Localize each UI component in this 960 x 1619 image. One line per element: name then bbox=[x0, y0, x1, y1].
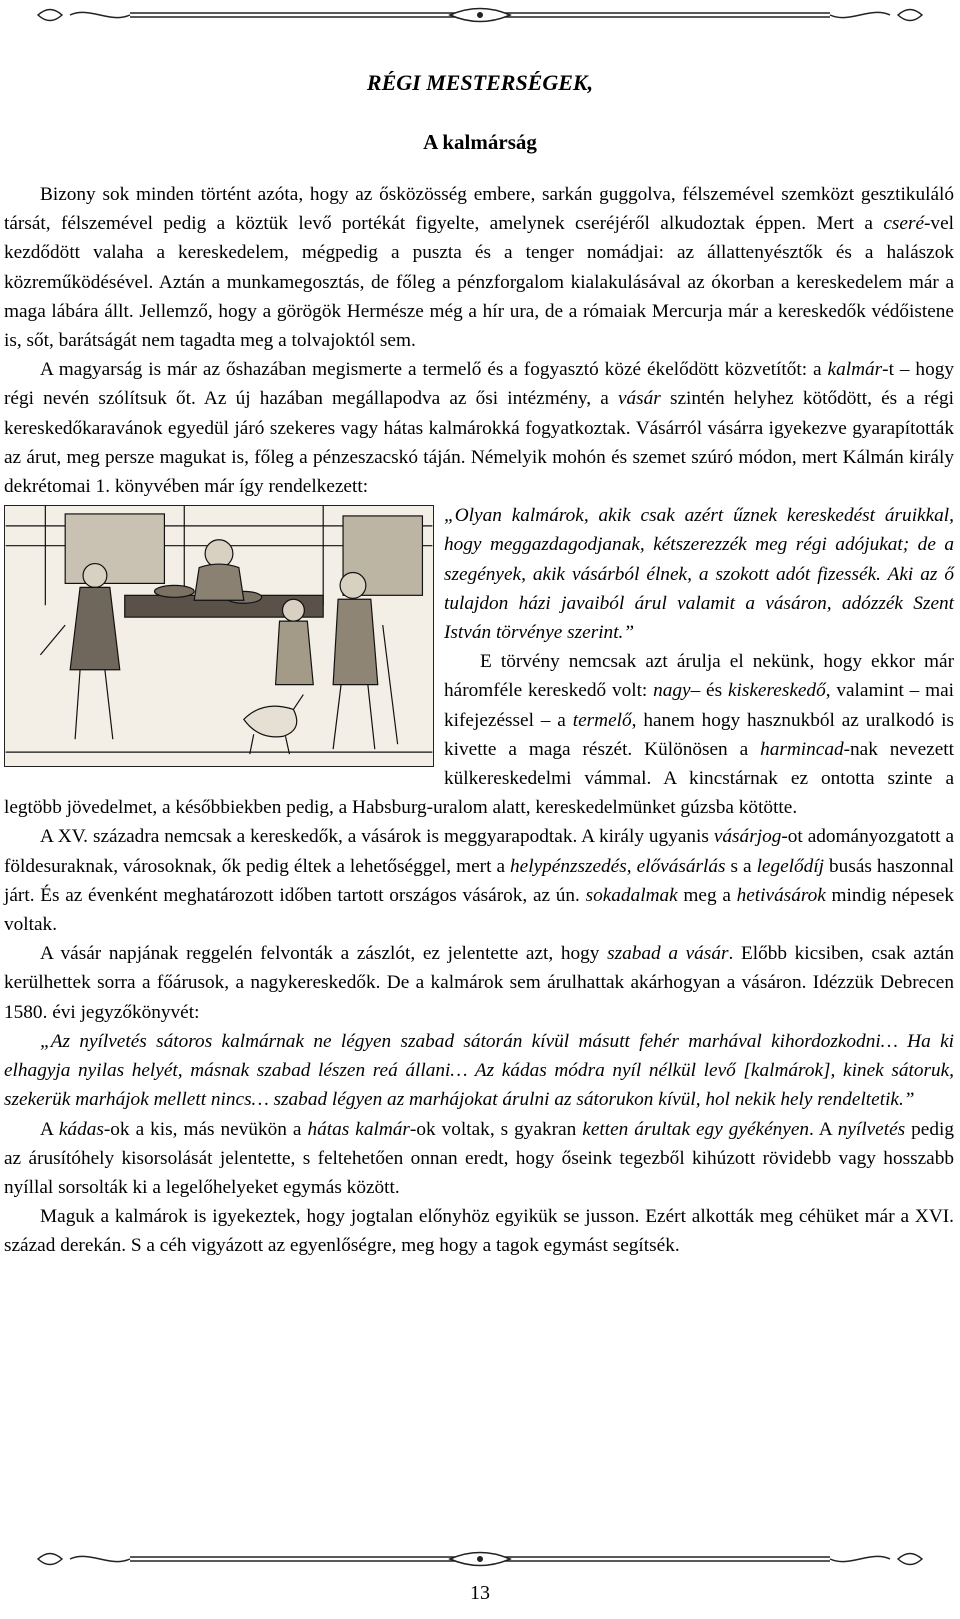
italic-run: nagy bbox=[653, 680, 691, 702]
italic-run: legelődíj bbox=[756, 855, 825, 877]
italic-run: sokadalmak bbox=[585, 884, 678, 906]
italic-run: elővásárlás bbox=[636, 855, 726, 877]
top-ornament-divider bbox=[30, 2, 930, 28]
paragraph: A vásár napjának reggelén felvonták a zászlót, ez jelentette azt, hogy szabad a vásár. Előbb kicsiben, csak aztán kerülhettek sorra a főárusok, a nagykereskedők. De a kalmárok sem árulhattak akárhogyan a vásáron. Idézzük Debrecen 1580. évi jegyzőkönyvét: bbox=[4, 943, 954, 1023]
paragraph: E törvény nemcsak azt árulja el nekünk, hogy ekkor már háromféle kereskedő volt: nagy– és kiskereskedő, valamint – mai kifejezéssel – a termelő, hanem hogy hasznukból az uralkodó is kivette a maga részét. Különösen a harmincad-nak nevezett külkereskedelmi vámmal. A kincstárnak ez ontotta szinte a legtöbb jövedelmet, a későbbiekben pedig, a Habsburg-uralom alatt, kereskedelmünket gúzsba kötötte. bbox=[4, 651, 955, 819]
italic-run: termelő bbox=[572, 709, 632, 731]
paragraph: Maguk a kalmárok is igyekeztek, hogy jogtalan előnyhöz egyikük se jusson. Ezért alkották meg céhüket már a XVI. század derekán. S a céh vigyázott az egyenlőségre, meg hogy a tagok egymást segítsék. bbox=[4, 1206, 954, 1257]
woodcut-icon bbox=[5, 506, 433, 766]
italic-run: harmincad bbox=[760, 738, 844, 760]
page-number: 13 bbox=[470, 1582, 490, 1604]
article-body bbox=[4, 180, 954, 1261]
paragraph: A magyarság is már az őshazában megismerte a termelő és a fogyasztó közé ékelődött közvetítőt: a kalmár-t – hogy régi nevén szólítsuk őt. Az új hazában megállapodva az ősi intézmény, a vásár szintén helyhez kötődött, és a régi kereskedőkaravánok egyedül járó szekeres vagy hátas kalmárokká fogyatkoztak. Vásárról vásárra igyekezve gyarapították az árut, meg persze magukat is, főleg a pénzeszacskó táján. Némelyik mohón és szemet szúró módon, mert Kálmán király dekrétomai 1. könyvében már így rendelkezett: bbox=[4, 359, 954, 498]
woodcut-illustration bbox=[4, 505, 434, 767]
paragraph: A XV. századra nemcsak a kereskedők, a vásárok is meggyarapodtak. A király ugyanis vásárjog-ot adományozgatott a földesuraknak, városoknak, ők pedig éltek a lehetőséggel, mert a helypénzszedés, elővásárlás s a legelődíj busás haszonnal járt. És az évenként meghatározott időben tartott országos vásárok, az ún. sokadalmak meg a hetivásárok mindig népesek voltak. bbox=[4, 826, 955, 936]
italic-run: „Az nyílvetés sátoros kalmárnak ne légyen szabad sátorán kívül másutt fehér marhával kihordozkodni… Ha ki elhagyja nyilas helyét, másnak szabad lészen reá állani… Az kádas módra nyíl nélkül levő [kalmárok], kinek sátoruk, szekerük marhájok mellett nincs… szabad légyen az marhájokat árulni az sátorukon kívül, hol nekik hely rendeltetik.” bbox=[4, 1030, 954, 1111]
italic-run: kalmár bbox=[827, 359, 883, 381]
italic-run: cseré bbox=[883, 213, 925, 235]
italic-run: vásárjog bbox=[713, 826, 782, 848]
italic-run: helypénzszedés bbox=[510, 855, 627, 877]
bottom-ornament-divider bbox=[30, 1546, 930, 1572]
italic-run: szabad a vásár bbox=[607, 943, 729, 965]
paragraph: Bizony sok minden történt azóta, hogy az ősközösség embere, sarkán guggolva, félszemével szemközt gesztikuláló társát, félszemével pedig a köztük levő portékát figyelte, amelynek cseréjéről alkudoztak éppen. Mert a cseré-vel kezdődött valaha a kereskedelem, mégpedig a puszta és a tenger nomádjai: az állattenyésztők és a halászok közreműködésével. Aztán a munkamegosztás, de főleg a pénzforgalom kialakulásával az ókorban a kereskedelem már a maga lábára állt. Jellemző, hogy a görögök Hermésze még a hír ura, de a rómaiak Mercurja már a kereskedők védőistene is, sőt, barátságát nem tagadta meg a tolvajoktól sem. bbox=[4, 184, 954, 352]
section-subtitle: A kalmárság bbox=[423, 130, 537, 154]
italic-run: „Olyan kalmárok, akik csak azért űznek kereskedést áruikkal, hogy meggazdagodjanak, kétszerezzék meg régi adójukat; de a szegények, akik vásárból élnek, a szokott adót fizessék. Aki az ő tulajdon házi javaiból árul valamit a vásáron, adózzék Szent István törvénye szerint.” bbox=[444, 505, 954, 644]
italic-run: hetivásárok bbox=[736, 884, 826, 906]
italic-run: kádas bbox=[58, 1118, 104, 1140]
paragraph: A kádas-ok a kis, más nevükön a hátas kalmár-ok voltak, s gyakran ketten árultak egy gyékényen. A nyílvetés pedig az árusítóhely kisorsolását jelentette, s feltehetően onnan eredt, hogy őseink tegezből kihúzott rövidebb vagy hosszabb nyíllal sorsolták ki a legelőhelyeket egymás között. bbox=[4, 1118, 954, 1198]
italic-run: vásár bbox=[617, 388, 661, 410]
italic-run: ketten árultak egy gyékényen bbox=[582, 1118, 810, 1140]
italic-run: hátas kalmár bbox=[307, 1118, 410, 1140]
paragraph-quote bbox=[4, 1027, 954, 1115]
italic-run: kiskereskedő bbox=[727, 680, 826, 702]
italic-run: nyílvetés bbox=[837, 1118, 906, 1140]
page-title: RÉGI MESTERSÉGEK, bbox=[366, 70, 594, 95]
